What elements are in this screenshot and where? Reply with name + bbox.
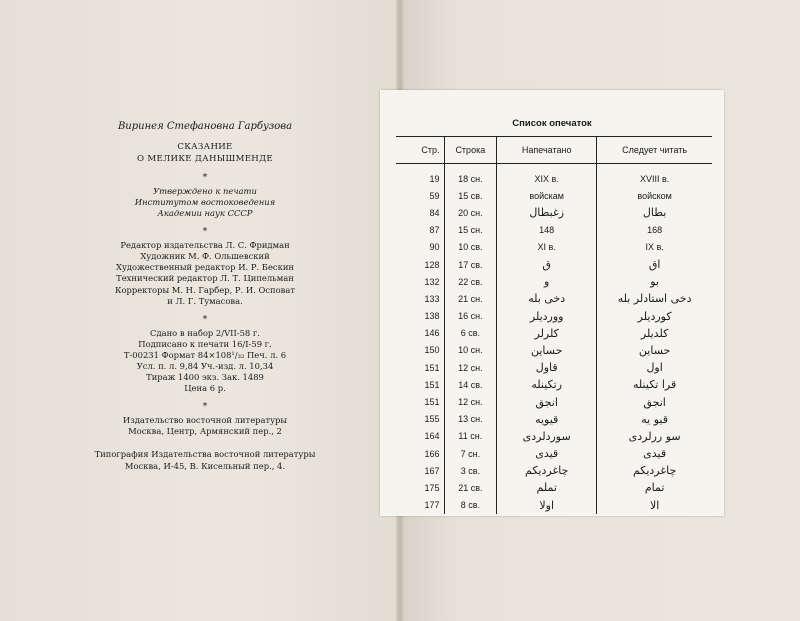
errata-page-cell: 166 [424,448,440,459]
errata-read-cell: 168 [597,222,712,239]
print-info-line: Тираж 1400 экз. Зак. 1489 [146,372,264,383]
errata-printed-cell: چاغردیکم [497,462,597,479]
errata-read-cell: قیو یه [597,411,712,428]
errata-page-cell: 151 [424,362,440,373]
separator-star: * [202,402,208,413]
errata-line-cell: 13 сн. [444,411,497,428]
errata-row [396,239,712,256]
errata-line-cell: 15 сн. [444,222,497,239]
errata-line-cell: 8 св. [444,497,497,514]
errata-page-cell: 164 [424,431,440,442]
errata-line-cell: 10 св. [444,239,497,256]
errata-row [396,497,712,514]
errata-read-cell: قرا تکینله [597,376,712,393]
errata-read-cell: دخی استادلر بله [597,290,712,307]
approval-block [60,186,350,219]
errata-read-cell: قیدی [597,445,712,462]
errata-printed-cell: انجق [497,393,597,410]
errata-row [396,308,712,325]
errata-row [396,376,712,393]
errata-header-row [396,137,712,164]
errata-row [396,222,712,239]
errata-row [396,325,712,342]
errata-page-cell: 87 [429,225,440,236]
errata-printed-cell: اولا [497,497,597,514]
errata-page-cell: 59 [429,190,440,201]
errata-read-cell: اق [597,256,712,273]
errata-printed-cell: رتکینله [497,376,597,393]
errata-table [396,136,712,514]
separator-star: * [202,172,208,183]
errata-printed-cell: دخی بله [497,290,597,307]
errata-line-cell: 10 сн. [444,342,497,359]
errata-page-cell: 167 [424,465,440,476]
errata-page-cell: 90 [429,242,440,253]
errata-line-cell: 14 св. [444,376,497,393]
errata-row [396,411,712,428]
errata-printed-cell: ووردیلر [497,308,597,325]
print-info-line: Т-00231 Формат 84×108¹/₃₂ Печ. л. 6 [123,349,287,360]
errata-page-cell: 138 [424,311,440,322]
header-line: Строка [444,137,497,164]
errata-printed-cell: و [497,273,597,290]
errata-line-cell: 17 св. [444,256,497,273]
errata-page-cell: 175 [424,482,440,493]
editor-line: и Л. Г. Тумасова. [167,295,243,306]
errata-printed-cell: کلرلر [497,325,597,342]
errata-line-cell: 7 сн. [444,445,497,462]
errata-page-cell: 133 [424,293,440,304]
errata-row [396,342,712,359]
errata-printed-cell: قیویه [497,411,597,428]
approval-line: Академии наук СССР [157,208,253,219]
errata-line-cell: 21 св. [444,479,497,496]
book-title-line-2: О МЕЛИКЕ ДАНЫШМЕНДЕ [137,153,273,164]
errata-row [396,164,712,188]
errata-page-cell: 155 [424,414,440,425]
errata-line-cell: 15 св. [444,187,497,204]
errata-read-cell: اول [597,359,712,376]
errata-line-cell: 3 св. [444,462,497,479]
errata-read-cell: الا [597,497,712,514]
errata-row [396,204,712,221]
errata-row [396,393,712,410]
errata-row [396,256,712,273]
errata-row [396,462,712,479]
errata-printed-cell: قیدی [497,445,597,462]
errata-printed-cell: XI в. [497,239,597,256]
errata-printed-cell: سوردلردی [497,428,597,445]
colophon [60,120,350,472]
editor-line: Технический редактор Л. Т. Ципельман [116,273,294,284]
print-info-block [60,328,350,395]
errata-printed-cell: تملم [497,479,597,496]
header-page: Стр. [396,137,444,164]
errata-read-cell: کوردیلر [597,308,712,325]
errata-line-cell: 16 сн. [444,308,497,325]
errata-read-cell: انجق [597,393,712,410]
errata-row [396,479,712,496]
errata-rows [396,164,712,514]
print-info-line: Усл. п. л. 9,84 Уч.-изд. л. 10,34 [136,361,274,371]
errata-row [396,187,712,204]
printer-line: Типография Издательства восточной литературы [94,449,316,460]
errata-printed-cell: زغبطال [497,204,597,221]
errata-printed-cell: 148 [497,222,597,239]
errata-row [396,290,712,307]
errata-printed-cell: حساین [497,342,597,359]
errata-line-cell: 18 сн. [444,164,497,188]
errata-read-cell: کلدیلر [597,325,712,342]
errata-page-cell: 151 [424,397,440,408]
errata-page-cell: 146 [424,328,440,339]
print-info-line: Цена 6 р. [184,383,226,394]
header-printed: Напечатано [497,137,597,164]
author-name: Виринея Стефановна Гарбузова [117,121,293,132]
errata-page-cell: 84 [429,207,440,218]
errata-row [396,428,712,445]
book-title-line-1: СКАЗАНИЕ [177,142,233,153]
errata-page-cell: 177 [424,500,440,511]
errata-read-cell: حساین [597,342,712,359]
errata-read-cell: بطال [597,204,712,221]
printer-block [60,449,350,471]
errata-read-cell: XVIII в. [597,164,712,188]
errata-read-cell: بو [597,273,712,290]
errata-read-cell: چاغردیکم [597,462,712,479]
errata-read-cell: IX в. [597,239,712,256]
errata-printed-cell: ق [497,256,597,273]
errata-page-cell: 150 [424,345,440,356]
editor-line: Корректоры М. Н. Гарбер, Р. И. Осповат [114,284,296,295]
separator-star: * [202,227,208,238]
errata-page-cell: 128 [424,259,440,270]
errata-line-cell: 12 сн. [444,359,497,376]
editor-line: Художник М. Ф. Ольшевский [140,251,270,262]
errata-printed-cell: войскам [497,187,597,204]
print-info-line: Подписано к печати 16/I-59 г. [138,338,272,349]
errata-read-cell: войском [597,187,712,204]
editors-block [60,240,350,307]
approval-line: Институтом востоковедения [134,196,276,207]
print-info-line: Сдано в набор 2/VII-58 г. [150,327,260,338]
errata-printed-cell: XIX в. [497,164,597,188]
separator-star: * [202,314,208,325]
errata-line-cell: 6 св. [444,325,497,342]
errata-read-cell: سو ررلردی [597,428,712,445]
errata-printed-cell: قاول [497,359,597,376]
errata-row [396,359,712,376]
errata-line-cell: 20 сн. [444,204,497,221]
printer-line: Москва, И-45, В. Кисельный пер., 4. [124,460,286,471]
errata-line-cell: 12 сн. [444,393,497,410]
publisher-line: Издательство восточной литературы [122,415,288,426]
errata-page-cell: 151 [424,379,440,390]
publisher-block [60,415,350,437]
errata-line-cell: 11 сн. [444,428,497,445]
errata-row [396,445,712,462]
errata-page-cell: 132 [424,276,440,287]
errata-read-cell: تمام [597,479,712,496]
errata-line-cell: 22 св. [444,273,497,290]
header-should-read: Следует читать [597,137,712,164]
approval-line: Утверждено к печати [153,185,257,196]
errata-line-cell: 21 сн. [444,290,497,307]
editor-line: Художественный редактор И. Р. Бескин [115,262,294,273]
editor-line: Редактор издательства Л. С. Фридман [120,240,290,251]
errata-row [396,273,712,290]
publisher-line: Москва, Центр, Армянский пер., 2 [128,426,282,437]
errata-sheet [380,90,724,516]
errata-title: Список опечаток [512,118,592,129]
errata-page-cell: 19 [429,173,440,184]
